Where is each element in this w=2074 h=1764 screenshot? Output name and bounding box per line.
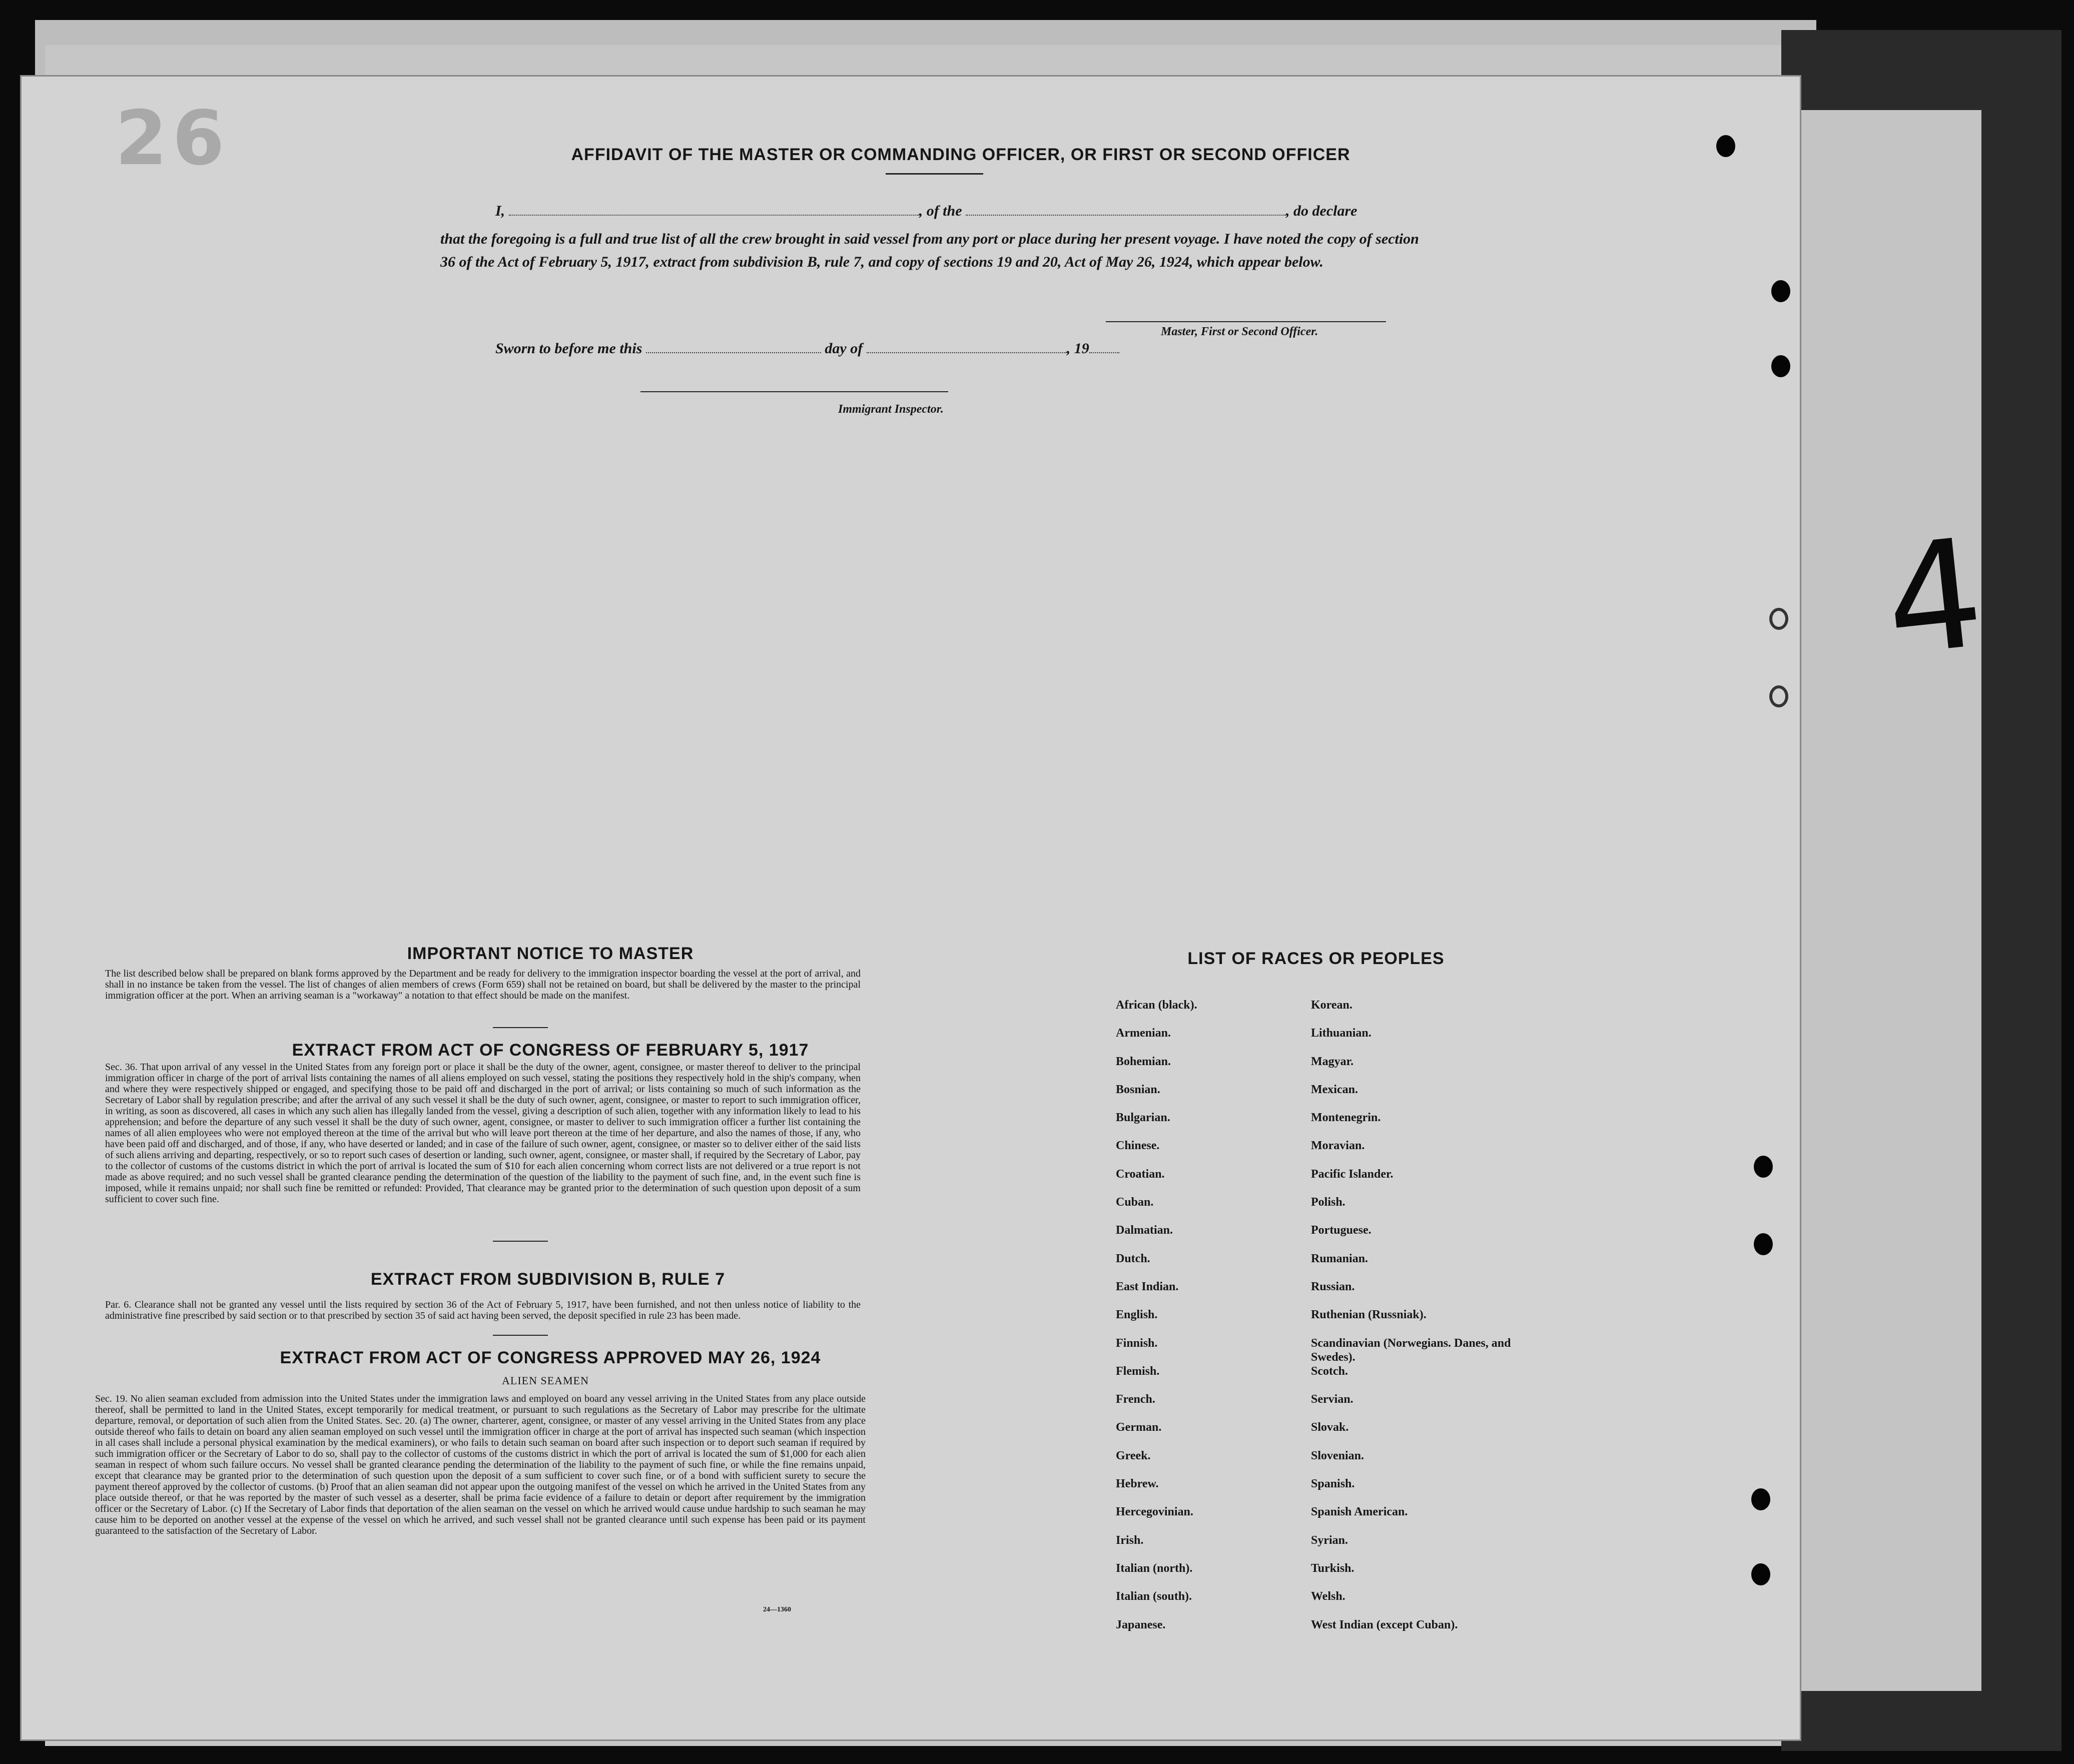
race-item: French. (1116, 1393, 1155, 1406)
race-item: West Indian (except Cuban). (1311, 1618, 1458, 1631)
binder-hole (1769, 685, 1788, 707)
race-item: Servian. (1311, 1393, 1353, 1406)
sworn-year-blank (1089, 340, 1119, 353)
race-item: Dalmatian. (1116, 1224, 1173, 1237)
alien-seamen-subtitle: ALIEN SEAMEN (502, 1374, 589, 1387)
race-item: Slovenian. (1311, 1449, 1364, 1462)
race-item: Japanese. (1116, 1618, 1166, 1631)
race-item: Spanish. (1311, 1477, 1355, 1491)
race-item: Greek. (1116, 1449, 1151, 1462)
notice-text: The list described below shall be prepared on blank forms approved by the Department and be ready for delivery to the immigration inspector boarding the vessel at the port of arrival, and shall in no instance be taken from the vessel. The list of changes of alien members of crews (Form 659) shall not be retained on board, but shall be delivered by the master to the principal immigration officer at the port. When an arriving seaman is a "workaway" a notation to that effect should be made on the manifest. (105, 968, 861, 1001)
race-item: Finnish. (1116, 1336, 1158, 1350)
race-item: German. (1116, 1421, 1162, 1434)
race-item: Irish. (1116, 1533, 1144, 1547)
master-signature-line (1106, 321, 1386, 322)
handwritten-mark: 4 (1877, 505, 1991, 690)
extract-1917-text: Sec. 36. That upon arrival of any vessel in the United States from any foreign port or place it shall be the duty of the owner, agent, consignee, or master thereof to deliver to the principal immigration officer in charge of the port of arrival lists containing the names of all aliens employed on such vessel, stating the positions they respectively hold in the ship's company, when and where they were respectively shipped or engaged, and specifying those to be paid off and discharged in the port of arrival; or lists containing so much of such information as the Secretary of Labor shall by regulation prescribe; and after the arrival of any such vessel it shall be the duty of such owner, agent, consignee, or master to report to such immigration officer, in writing, as soon as discovered, all cases in which any such alien has illegally landed from the vessel, giving a description of such alien, together with any information likely to lead to his apprehension; and before the departure of any such vessel it shall be the duty of such owner, agent, consignee, or master to deliver to such immigration officer a further list containing the names of all alien employees who were not employed thereon at the time of the arrival but who will leave port thereon at the time of her departure, and also the names of those, if any, who have been paid off and discharged, and of those, if any, who have deserted or landed; and in case of the failure of such owner, agent, consignee, or master so to deliver either of the said lists of such aliens arriving and departing, respectively, or so to report such cases of desertion or landing, such owner, agent, consignee, or master shall, if required by the Secretary of Labor, pay to the collector of customs of the customs district in which the port of arrival is located the sum of $10 for each alien concerning whom correct lists are not delivered or a true report is not made as above required; and no such vessel shall be granted clearance pending the determination of the question of the liability to the payment of such fine, and, in the event such fine is imposed, while it remains unpaid; nor shall such fine be remitted or refunded: Provided, That clearance may be granted prior to the determination of such question upon deposit of a sum sufficient to cover such fine. (105, 1062, 861, 1205)
races-title: LIST OF RACES OR PEOPLES (1187, 949, 1445, 968)
race-item: Scandinavian (Norwegians. Danes, and Swedes). (1311, 1336, 1511, 1364)
extract-1924-title: EXTRACT FROM ACT OF CONGRESS APPROVED MAY 26, 1924 (280, 1348, 821, 1367)
binder-hole (1771, 355, 1790, 377)
race-item: Bohemian. (1116, 1055, 1171, 1068)
affidavit-declaration-line (495, 203, 1357, 220)
race-item: Dutch. (1116, 1252, 1150, 1265)
binder-hole (1769, 608, 1788, 630)
notice-title: IMPORTANT NOTICE TO MASTER (407, 944, 694, 963)
extract-1917-title: EXTRACT FROM ACT OF CONGRESS OF FEBRUARY 5, 1917 (292, 1041, 809, 1060)
race-item: Spanish American. (1311, 1505, 1408, 1519)
race-item: Montenegrin. (1311, 1111, 1381, 1125)
title-underline (886, 173, 983, 175)
race-item: Welsh. (1311, 1590, 1345, 1603)
race-item: Turkish. (1311, 1561, 1354, 1575)
binder-hole (1751, 1563, 1770, 1585)
binder-hole (1716, 135, 1735, 157)
master-signature-label: Master, First or Second Officer. (1161, 325, 1318, 338)
sworn-label: Sworn to before me this (495, 340, 642, 357)
race-item: Bulgarian. (1116, 1111, 1170, 1125)
affidavit-declaration: that the foregoing is a full and true list of all the crew brought in said vessel from any port or place during her present voyage. I have noted the copy of section 36 of the Act of February 5, 1917, extract from subdivision B, rule 7, and copy of sections 19 and 20, Act of May 26, 1924, which appear below. (440, 231, 1419, 270)
divider (493, 1241, 548, 1242)
race-item: Cuban. (1116, 1196, 1154, 1209)
race-item: Syrian. (1311, 1533, 1348, 1547)
day-of-label: day of (825, 340, 863, 357)
binder-hole (1754, 1156, 1773, 1178)
extract-rule7-text: Par. 6. Clearance shall not be granted any vessel until the lists required by section 36 of the Act of February 5, 1917, have been furnished, and not then unless notice of liability to the administrative fine prescribed by said section or to that prescribed by section 35 of said act having been served, the deposit specified in rule 23 has been made. (105, 1299, 861, 1321)
race-item: Italian (south). (1116, 1590, 1192, 1603)
sworn-day-blank (646, 340, 821, 353)
page-number-mark: 26 (115, 95, 230, 182)
race-item: Ruthenian (Russniak). (1311, 1308, 1427, 1322)
race-item: Hebrew. (1116, 1477, 1159, 1491)
divider (493, 1027, 548, 1028)
vessel-blank (966, 203, 1286, 216)
race-item: Polish. (1311, 1196, 1345, 1209)
race-item: African (black). (1116, 999, 1197, 1012)
divider (493, 1335, 548, 1336)
race-item: Russian. (1311, 1280, 1355, 1293)
name-blank (509, 203, 919, 216)
sworn-month-blank (867, 340, 1067, 353)
affidavit-do-declare-label: , do declare (1286, 203, 1357, 219)
affidavit-title: AFFIDAVIT OF THE MASTER OR COMMANDING OFFICER, OR FIRST OR SECOND OFFICER (571, 145, 1350, 164)
sworn-line (495, 340, 1119, 357)
race-item: Bosnian. (1116, 1083, 1160, 1096)
race-item: East Indian. (1116, 1280, 1179, 1293)
affidavit-i-label: I, (495, 203, 505, 219)
year-label: , 19 (1066, 340, 1089, 357)
race-item: English. (1116, 1308, 1158, 1322)
race-item: Scotch. (1311, 1364, 1348, 1378)
race-item: Slovak. (1311, 1421, 1349, 1434)
race-item: Hercegovinian. (1116, 1505, 1193, 1519)
underlying-page (1801, 110, 1981, 1691)
race-item: Flemish. (1116, 1364, 1160, 1378)
binder-hole (1754, 1233, 1773, 1255)
race-item: Korean. (1311, 999, 1352, 1012)
race-item: Chinese. (1116, 1139, 1160, 1153)
race-item: Lithuanian. (1311, 1027, 1371, 1040)
race-item: Magyar. (1311, 1055, 1354, 1068)
race-item: Pacific Islander. (1311, 1167, 1394, 1181)
race-item: Mexican. (1311, 1083, 1358, 1096)
inspector-signature-line (640, 391, 948, 392)
race-item: Italian (north). (1116, 1561, 1193, 1575)
race-item: Moravian. (1311, 1139, 1365, 1153)
extract-rule7-title: EXTRACT FROM SUBDIVISION B, RULE 7 (370, 1270, 726, 1289)
extract-1924-text: Sec. 19. No alien seaman excluded from admission into the United States under the immigration laws and employed on board any vessel arriving in the United States from any place outside thereof, shall be permitted to land in the United States, except temporarily for medical treatment, or pursuant to such regulations as the Secretary of Labor may prescribe for the ultimate departure, removal, or deportation of such alien from the United States. Sec. 20. (a) The owner, charterer, agent, consignee, or master of any vessel arriving in the United States from any place outside thereof who fails to detain on board any alien seaman employed on such vessel until the immigration officer in charge at the port of arrival has inspected such seaman (which inspection in all cases shall include a personal physical examination by the medical examiners), or who fails to detain such seaman on board after such inspection or to deport such seaman if required by such immigration officer or the Secretary of Labor to do so, shall pay to the collector of customs of the customs district in which the port of arrival is located the sum of $1,000 for each alien seaman in respect of whom such failure occurs. No vessel shall be granted clearance pending the determination of the liability to the payment of such fine, or while the fine remains unpaid, except that clearance may be granted prior to the determination of such question upon the deposit of a sum sufficient to cover such fine, or of a bond with sufficient surety to secure the payment thereof approved by the collector of customs. (b) Proof that an alien seaman did not appear upon the outgoing manifest of the vessel on which he arrived in the United States from any place outside thereof, or that he was reported by the master of such vessel as a deserter, shall be prima facie evidence of a failure to detain or deport after requirement by the immigration officer or the Secretary of Labor. (c) If the Secretary of Labor finds that deportation of the alien seaman on the vessel on which he arrived would cause undue hardship to such seaman he may cause him to be deported on another vessel at the expense of the vessel on which he arrived, and such vessel shall not be granted clearance until such expense has been paid or its payment guaranteed to the satisfaction of the Secretary of Labor. (95, 1393, 866, 1536)
race-item: Armenian. (1116, 1027, 1171, 1040)
binder-hole (1771, 280, 1790, 302)
form-number: 24—1360 (763, 1606, 791, 1613)
race-item: Croatian. (1116, 1167, 1165, 1181)
races-list-right (1311, 998, 1546, 1646)
race-item: Rumanian. (1311, 1252, 1368, 1265)
affidavit-of-the-label: , of the (919, 203, 962, 219)
race-item: Portuguese. (1311, 1224, 1371, 1237)
binder-hole (1751, 1488, 1770, 1510)
inspector-signature-label: Immigrant Inspector. (838, 403, 944, 416)
